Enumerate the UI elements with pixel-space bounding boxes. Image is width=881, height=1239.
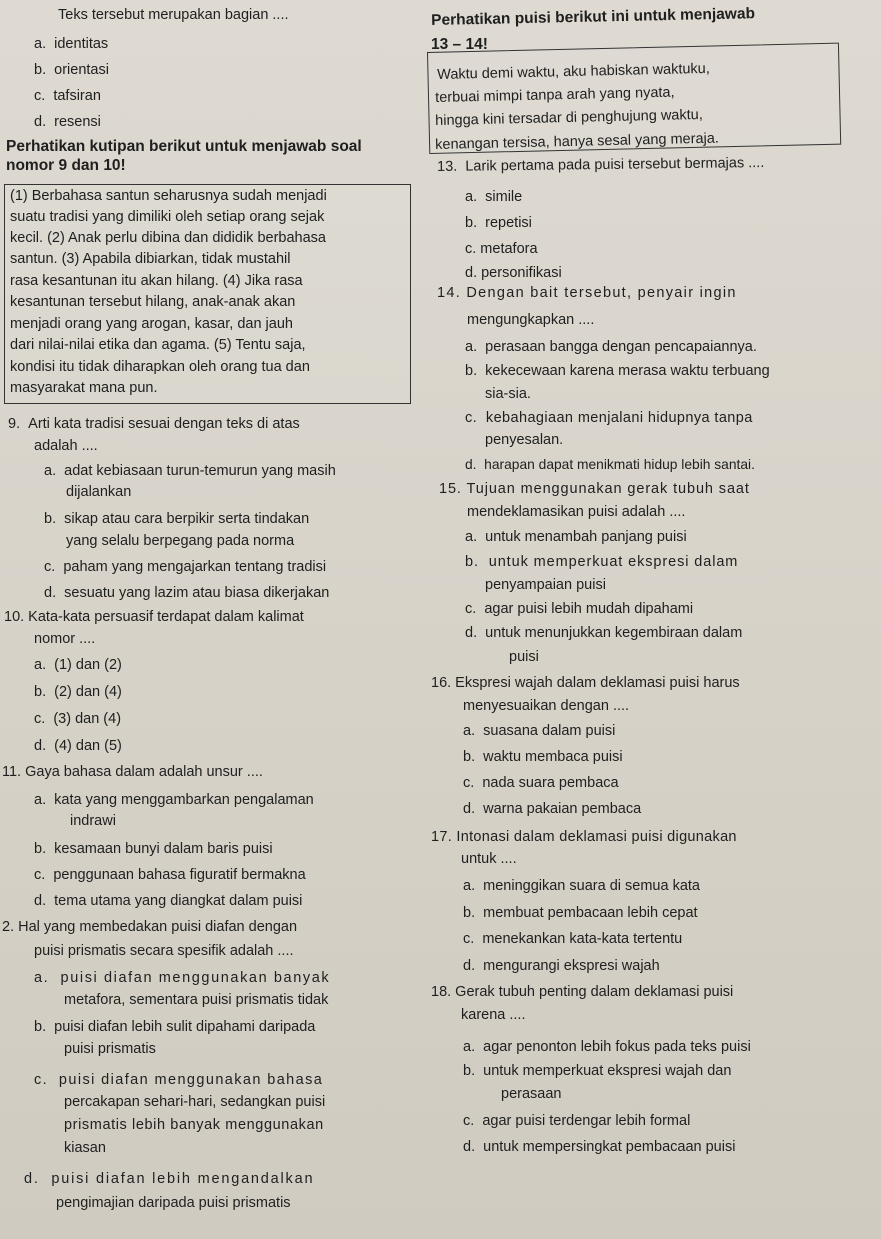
- poem-line: kenangan tersisa, hanya sesal yang meraja.: [435, 130, 720, 153]
- instruction-9-10-line2: nomor 9 dan 10!: [6, 157, 126, 174]
- q17-option-b: b. membuat pembacaan lebih cepat: [463, 905, 698, 921]
- q12-option-c-line3: prismatis lebih banyak menggunakan: [64, 1117, 324, 1133]
- q9-option-c: c. paham yang mengajarkan tentang tradisi: [44, 559, 327, 575]
- q11-option-b: b. kesamaan bunyi dalam baris puisi: [34, 841, 273, 857]
- q12-option-b-line2: puisi prismatis: [64, 1041, 156, 1057]
- q14-option-b-line1: b. kekecewaan karena merasa waktu terbuang: [465, 363, 770, 379]
- q18-option-a: a. agar penonton lebih fokus pada teks puisi: [463, 1039, 751, 1055]
- q14-option-d: d. harapan dapat menikmati hidup lebih santai.: [465, 457, 755, 472]
- q10-stem-line2: nomor ....: [34, 631, 96, 647]
- q15-option-c: c. agar puisi lebih mudah dipahami: [465, 601, 694, 617]
- q18-stem-line2: karena ....: [461, 1007, 526, 1023]
- passage-line: santun. (3) Apabila dibiarkan, tidak mustahil: [10, 251, 291, 267]
- passage-line: dari nilai-nilai etika dan agama. (5) Tentu saja,: [10, 337, 306, 353]
- q14-option-c-line1: c. kebahagiaan menjalani hidupnya tanpa: [465, 410, 753, 426]
- passage-line: rasa kesantunan itu akan hilang. (4) Jika rasa: [10, 273, 303, 289]
- q15-option-d-line1: d. untuk menunjukkan kegembiraan dalam: [465, 625, 743, 641]
- q14-option-c-line2: penyesalan.: [485, 432, 564, 448]
- q9-stem-line1: 9. Arti kata tradisi sesuai dengan teks di atas: [8, 416, 300, 432]
- q17-option-c: c. menekankan kata-kata tertentu: [463, 931, 683, 947]
- q18-stem-line1: 18. Gerak tubuh penting dalam deklamasi puisi: [431, 984, 734, 1000]
- q9-option-b-line2: yang selalu berpegang pada norma: [66, 533, 295, 549]
- q18-option-d: d. untuk mempersingkat pembacaan puisi: [463, 1139, 736, 1155]
- q10-option-a: a. (1) dan (2): [34, 657, 122, 673]
- passage-line: kecil. (2) Anak perlu dibina dan dididik berbahasa: [10, 230, 326, 246]
- q13-option-d: d. personifikasi: [465, 265, 562, 281]
- q13-option-b: b. repetisi: [465, 215, 532, 231]
- q16-option-c: c. nada suara pembaca: [463, 775, 619, 791]
- passage-line: menjadi orang yang arogan, kasar, dan jauh: [10, 316, 293, 332]
- q9-option-a-line2: dijalankan: [66, 484, 132, 500]
- q16-stem-line2: menyesuaikan dengan ....: [463, 698, 630, 714]
- q9-option-a-line1: a. adat kebiasaan turun-temurun yang masih: [44, 463, 336, 479]
- q18-option-b-line1: b. untuk memperkuat ekspresi wajah dan: [463, 1063, 732, 1079]
- q16-stem-line1: 16. Ekspresi wajah dalam deklamasi puisi harus: [431, 675, 740, 691]
- q9-option-d: d. sesuatu yang lazim atau biasa dikerjakan: [44, 585, 330, 601]
- q10-option-c: c. (3) dan (4): [34, 711, 122, 727]
- q14-option-b-line2: sia-sia.: [485, 386, 531, 402]
- q11-option-d: d. tema utama yang diangkat dalam puisi: [34, 893, 303, 909]
- q15-option-a: a. untuk menambah panjang puisi: [465, 529, 687, 545]
- q11-option-a-line1: a. kata yang menggambarkan pengalaman: [34, 792, 314, 808]
- q11-option-a-line2: indrawi: [70, 813, 116, 829]
- instruction-13-14-line2: 13 – 14!: [431, 36, 488, 53]
- q12-option-d-line1: d. puisi diafan lebih mengandalkan: [24, 1171, 315, 1187]
- q9-option-b-line1: b. sikap atau cara berpikir serta tindakan: [44, 511, 310, 527]
- instruction-13-14-line1: Perhatikan puisi berikut ini untuk menjawab: [431, 5, 756, 29]
- q15-stem-line2: mendeklamasikan puisi adalah ....: [467, 504, 686, 520]
- q13-option-a: a. simile: [465, 189, 523, 205]
- q12-option-d-line2: pengimajian daripada puisi prismatis: [56, 1195, 291, 1211]
- q9-stem-line2: adalah ....: [34, 438, 98, 454]
- q12-stem-line1: 2. Hal yang membedakan puisi diafan dengan: [2, 919, 298, 935]
- q15-stem-line1: 15. Tujuan menggunakan gerak tubuh saat: [439, 481, 750, 497]
- q16-option-d: d. warna pakaian pembaca: [463, 801, 642, 817]
- q12-option-a-line1: a. puisi diafan menggunakan banyak: [34, 970, 331, 986]
- q18-option-b-line2: perasaan: [501, 1086, 562, 1102]
- poem-line: Waktu demi waktu, aku habiskan waktuku,: [437, 60, 711, 83]
- passage-line: suatu tradisi yang dimiliki oleh setiap orang sejak: [10, 209, 325, 225]
- q12-stem-line2: puisi prismatis secara spesifik adalah ....: [34, 943, 294, 959]
- q11-stem: 11. Gaya bahasa dalam adalah unsur ....: [2, 764, 263, 780]
- q12-option-c-line1: c. puisi diafan menggunakan bahasa: [34, 1072, 324, 1088]
- passage-line: kesantunan tersebut hilang, anak-anak akan: [10, 294, 296, 310]
- q14-stem-line2: mengungkapkan ....: [467, 312, 595, 328]
- q16-option-a: a. suasana dalam puisi: [463, 723, 616, 739]
- q8-option-c: c. tafsiran: [34, 88, 101, 104]
- q14-option-a: a. perasaan bangga dengan pencapaiannya.: [465, 339, 757, 355]
- poem-line: terbuai mimpi tanpa arah yang nyata,: [435, 84, 675, 106]
- q12-option-c-line2: percakapan sehari-hari, sedangkan puisi: [64, 1094, 326, 1110]
- instruction-9-10-line1: Perhatikan kutipan berikut untuk menjawab soal: [6, 138, 362, 155]
- q10-stem-line1: 10. Kata-kata persuasif terdapat dalam kalimat: [4, 609, 304, 625]
- q13-option-c: c. metafora: [465, 241, 538, 257]
- q15-option-d-line2: puisi: [509, 649, 539, 665]
- q13-stem: 13. Larik pertama pada puisi tersebut bermajas ....: [437, 155, 765, 175]
- q17-stem-line1: 17. Intonasi dalam deklamasi puisi digunakan: [431, 829, 737, 845]
- q8-option-d: d. resensi: [34, 114, 101, 130]
- q17-stem-line2: untuk ....: [461, 851, 517, 867]
- q10-option-d: d. (4) dan (5): [34, 738, 122, 754]
- passage-line: kondisi itu tidak diharapkan oleh orang tua dan: [10, 359, 310, 375]
- q16-option-b: b. waktu membaca puisi: [463, 749, 623, 765]
- q12-option-a-line2: metafora, sementara puisi prismatis tidak: [64, 992, 329, 1008]
- q8-stem: Teks tersebut merupakan bagian ....: [58, 7, 289, 23]
- q15-option-b-line2: penyampaian puisi: [485, 577, 606, 593]
- q8-option-b: b. orientasi: [34, 62, 109, 78]
- q17-option-d: d. mengurangi ekspresi wajah: [463, 958, 660, 974]
- q12-option-b-line1: b. puisi diafan lebih sulit dipahami daripada: [34, 1019, 316, 1035]
- q10-option-b: b. (2) dan (4): [34, 684, 122, 700]
- q15-option-b-line1: b. untuk memperkuat ekspresi dalam: [465, 554, 739, 570]
- q14-stem-line1: 14. Dengan bait tersebut, penyair ingin: [437, 285, 737, 301]
- passage-line: masyarakat mana pun.: [10, 380, 158, 396]
- q18-option-c: c. agar puisi terdengar lebih formal: [463, 1113, 691, 1129]
- q17-option-a: a. meninggikan suara di semua kata: [463, 878, 700, 894]
- passage-line: (1) Berbahasa santun seharusnya sudah menjadi: [10, 188, 327, 204]
- q12-option-c-line4: kiasan: [64, 1140, 106, 1156]
- q8-option-a: a. identitas: [34, 36, 109, 52]
- poem-line: hingga kini tersadar di penghujung waktu,: [435, 106, 703, 129]
- q11-option-c: c. penggunaan bahasa figuratif bermakna: [34, 867, 306, 883]
